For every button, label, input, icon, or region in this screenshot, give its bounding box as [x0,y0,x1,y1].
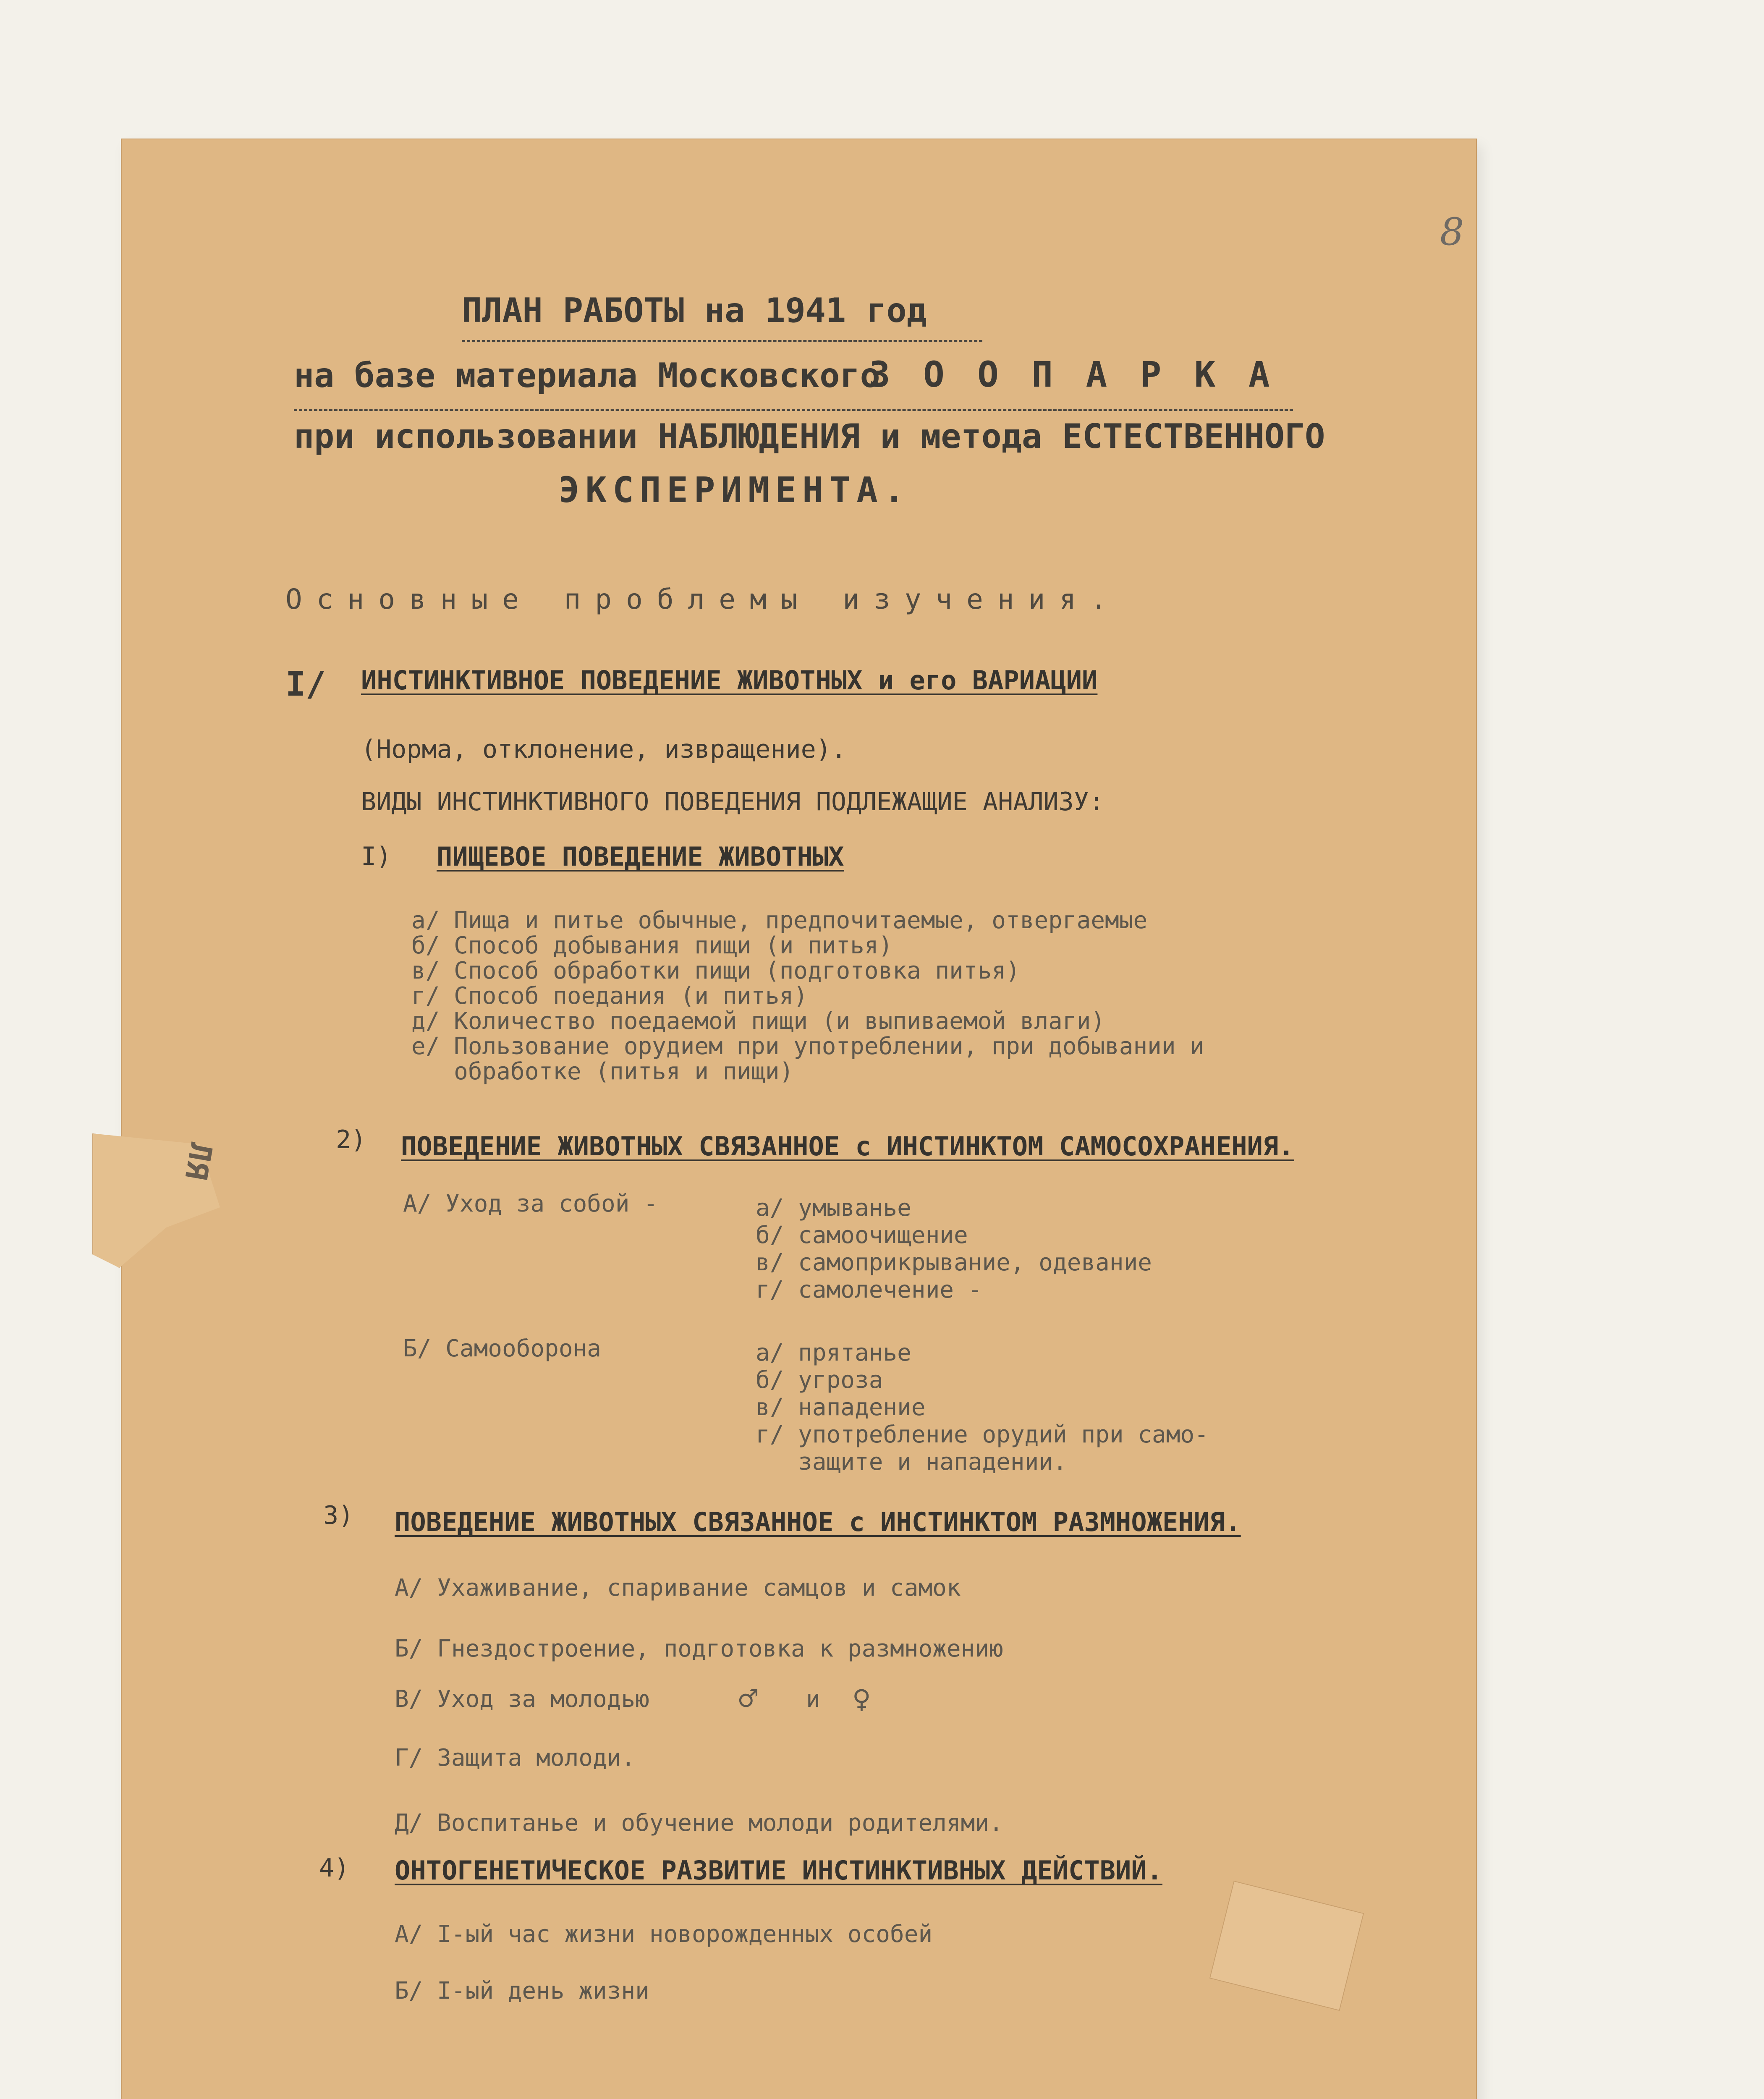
subtitle: Основные проблемы изучения. [285,583,1121,615]
torn-fragment-text: ЛЯ [178,1140,220,1182]
male-symbol-icon: ♂ [739,1681,758,1717]
item-3-line-A: А/ Ухаживание, спаривание самцов и самок [395,1574,961,1602]
pencil-page-number: 8 [1440,210,1464,254]
item-2-number: 2) [336,1125,366,1154]
item-1-line-e: е/ Пользование орудием при употреблении, при добывании и [411,1033,1204,1060]
item-1-line-b: б/ Способ добывания пищи (и питья) [411,932,893,959]
item-2-A-line-v: в/ самоприкрывание, одевание [756,1249,1152,1276]
item-3-conj: и [806,1685,820,1713]
section-I-lead: ВИДЫ ИНСТИНКТИВНОГО ПОВЕДЕНИЯ ПОДЛЕЖАЩИЕ АНАЛИЗУ: [361,787,1104,817]
item-4-line-A: А/ I-ый час жизни новорожденных особей [395,1921,933,1948]
item-3-line-G: Г/ Защита молоди. [395,1744,636,1772]
item-1-line-d: д/ Количество поедаемой пищи (и выпиваемой влаги) [411,1008,1105,1035]
item-3-line-V: В/ Уход за молодью [395,1685,664,1713]
section-I-note: (Норма, отклонение, извращение). [361,735,846,764]
section-I-heading: ИНСТИНКТИВНОЕ ПОВЕДЕНИЕ ЖИВОТНЫХ и его ВАРИАЦИИ [361,665,1098,696]
title-rule-1 [462,340,982,342]
item-4-line-B: Б/ I-ый день жизни [395,1977,649,2005]
item-3-number: 3) [323,1501,354,1530]
item-2-B-line-a: а/ прятанье [756,1339,911,1366]
item-4-heading: ОНТОГЕНЕТИЧЕСКОЕ РАЗВИТИЕ ИНСТИНКТИВНЫХ ДЕЙСТВИЙ. [395,1855,1163,1886]
item-2-heading: ПОВЕДЕНИЕ ЖИВОТНЫХ СВЯЗАННОЕ с ИНСТИНКТОМ САМОСОХРАНЕНИЯ. [401,1131,1294,1162]
item-2-A-line-g: г/ самолечение - [756,1276,982,1303]
item-1-line-v: в/ Способ обработки пищи (подготовка питья) [411,957,1020,984]
title-line-2-prefix: на базе материала Московского [294,356,880,395]
section-I-number: I/ [285,665,326,704]
item-2-B-line-v: в/ нападение [756,1394,926,1421]
item-2-A-line-b: б/ самоочищение [756,1222,968,1249]
item-2-B-label: Б/ Самооборона [403,1335,602,1362]
title-line-4: ЭКСПЕРИМЕНТА. [558,469,911,510]
item-1-line-e-cont: обработке (питья и пищи) [411,1058,794,1085]
item-1-heading: ПИЩЕВОЕ ПОВЕДЕНИЕ ЖИВОТНЫХ [437,841,844,872]
female-symbol-icon: ♀ [852,1681,871,1717]
item-3-line-D: Д/ Воспитанье и обучение молоди родителями. [395,1809,1003,1837]
item-2-A-line-a: а/ умыванье [756,1194,911,1222]
title-line-3: при использовании НАБЛЮДЕНИЯ и метода ЕСТЕСТВЕННОГО [294,417,1325,456]
item-2-B-line-g: г/ употребление орудий при само- [756,1421,1209,1448]
item-2-B-line-b: б/ угроза [756,1366,883,1394]
item-1-number: I) [361,842,392,871]
item-2-A-label: А/ Уход за собой - [403,1190,658,1217]
item-3-line-B: Б/ Гнездостроение, подготовка к размножению [395,1635,1003,1662]
item-1-line-a: а/ Пища и питье обычные, предпочитаемые, отвергаемые [411,907,1148,934]
item-4-number: 4) [319,1853,350,1883]
item-1-line-g: г/ Способ поедания (и питья) [411,982,808,1010]
title-line-1: ПЛАН РАБОТЫ на 1941 год [462,291,927,330]
title-rule-2 [294,409,1293,411]
title-line-2-zoo: З О О П А Р К А [869,354,1276,395]
item-2-B-line-g-cont: защите и нападении. [756,1448,1067,1476]
item-3-heading: ПОВЕДЕНИЕ ЖИВОТНЫХ СВЯЗАННОЕ с ИНСТИНКТОМ РАЗМНОЖЕНИЯ. [395,1507,1241,1537]
